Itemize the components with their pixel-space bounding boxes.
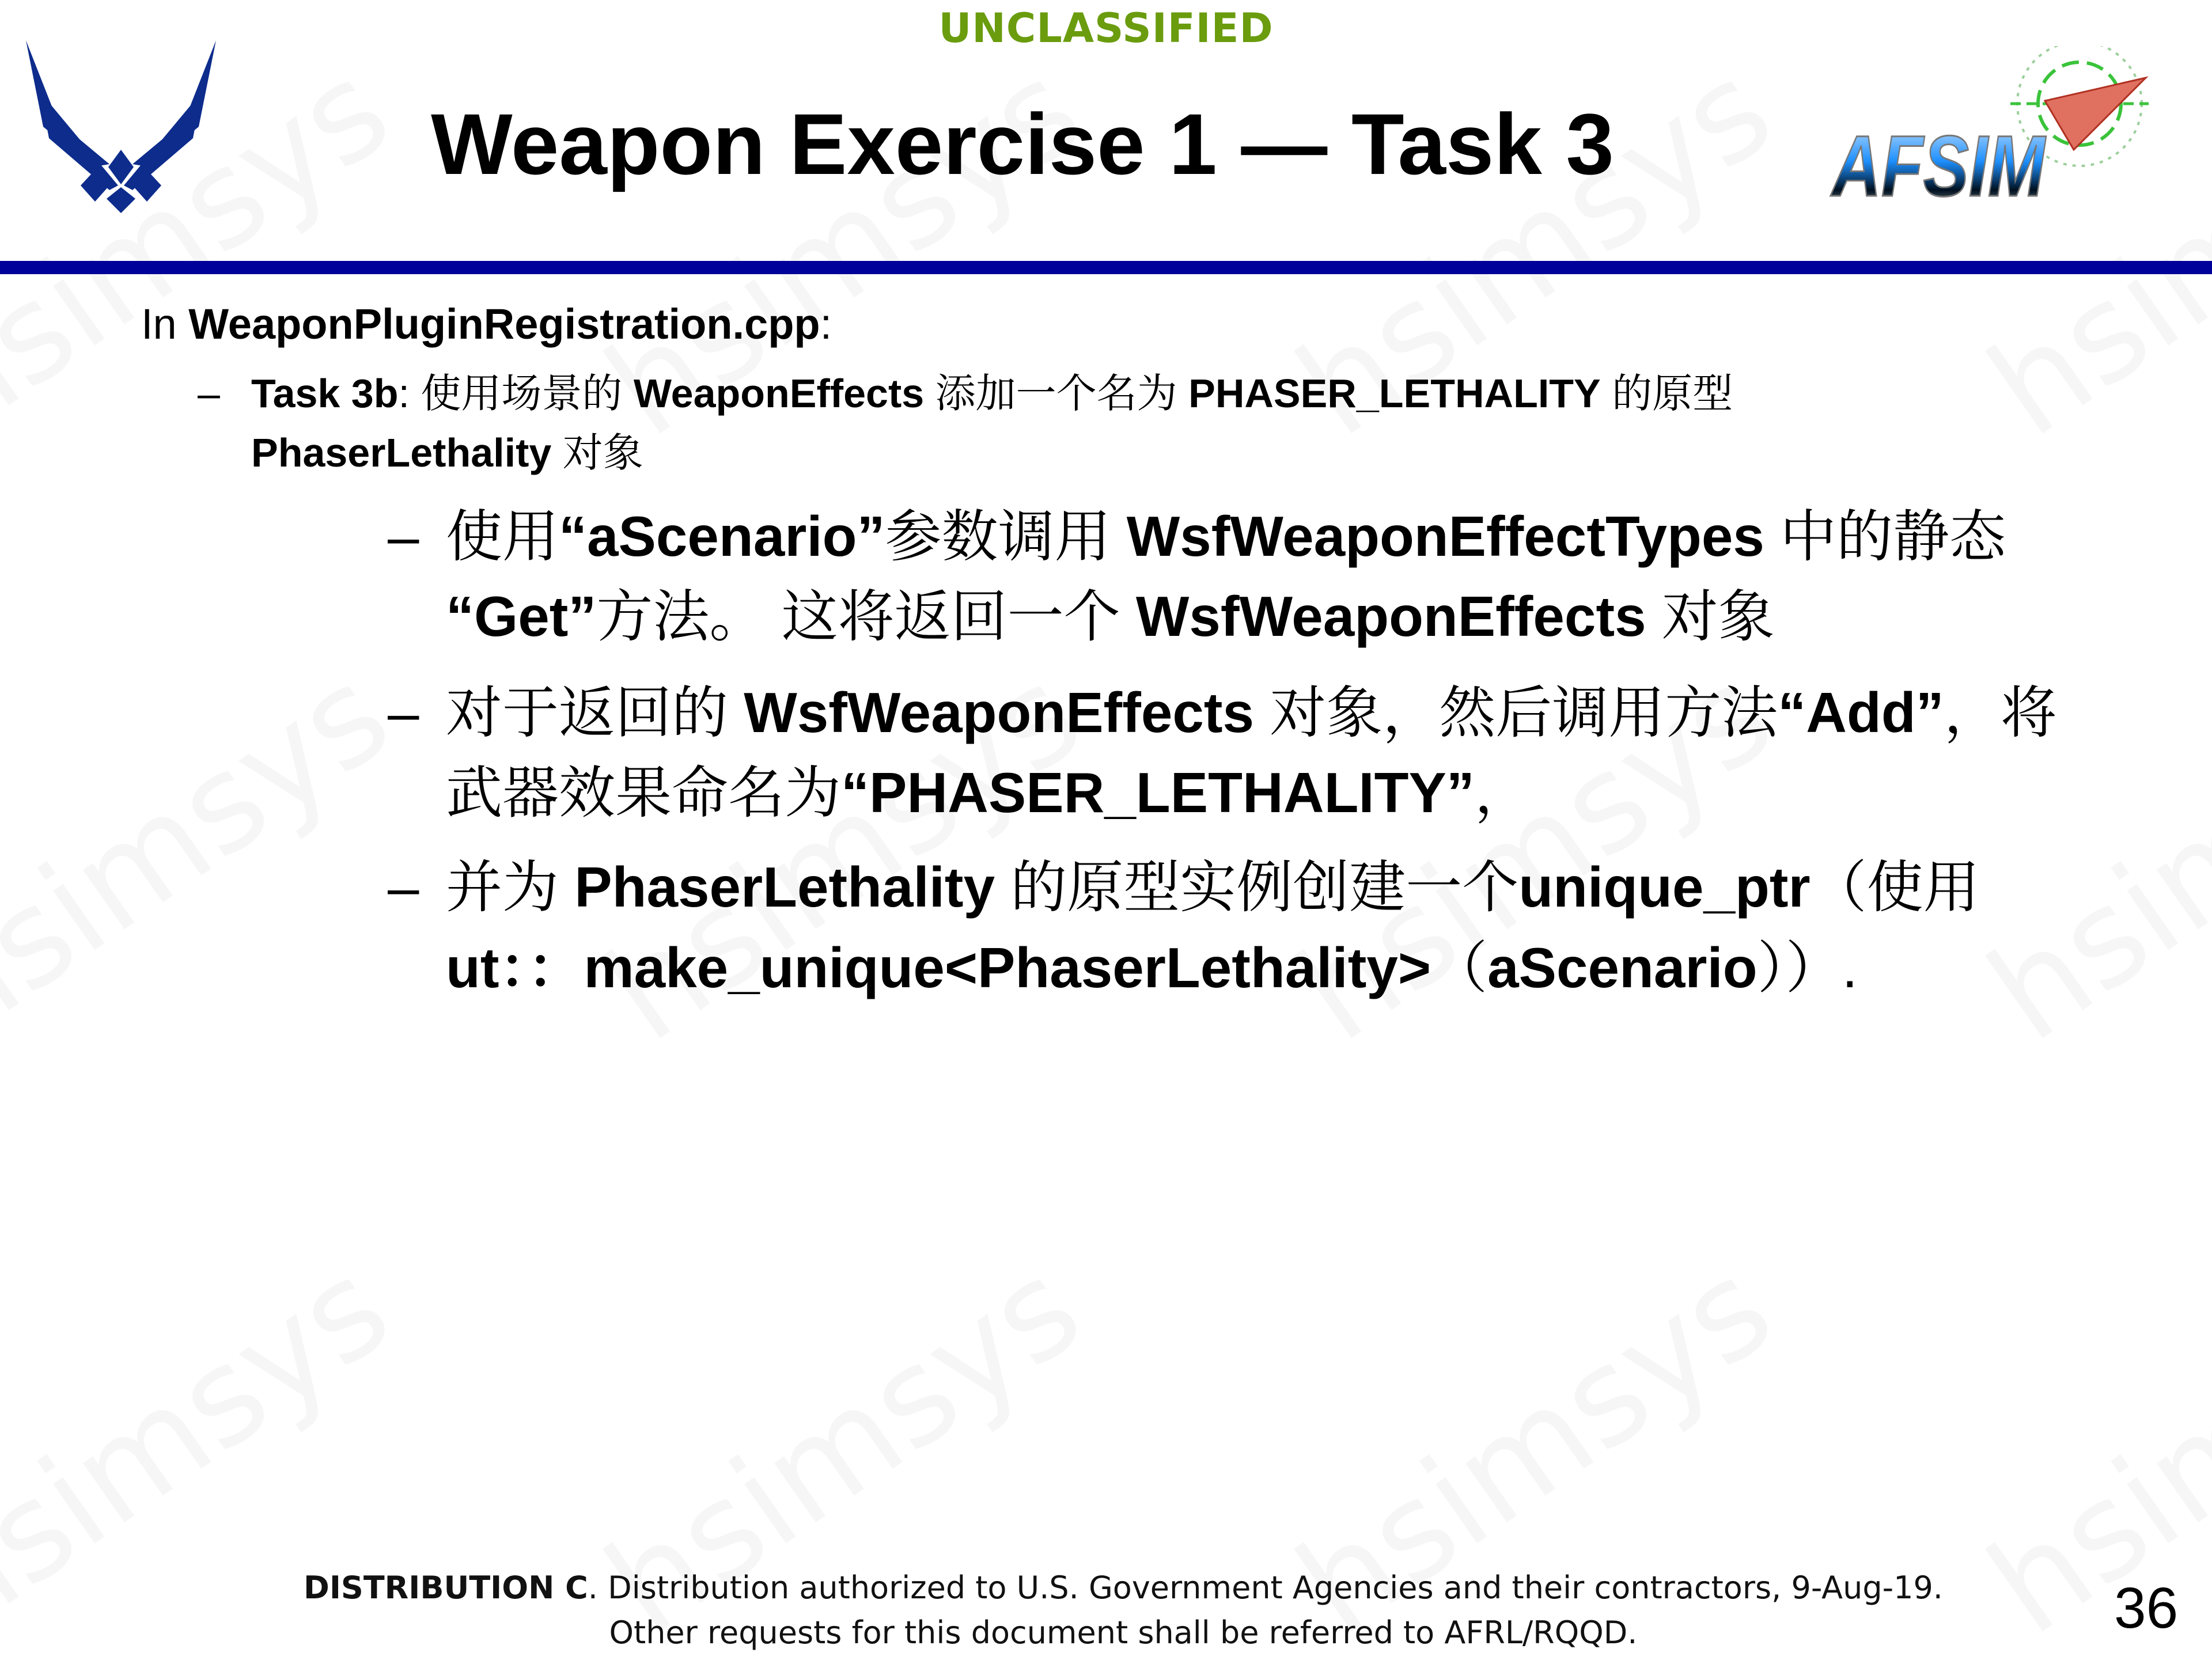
svg-text:AFSIM: AFSIM [1830,117,2047,213]
distribution-statement [0,1566,2212,1655]
text-segment: 的原型 [1600,371,1733,416]
bold-text-segment: WsfWeaponEffects [1135,585,1646,648]
bold-text-segment: “PHASER_LETHALITY” [841,761,1475,824]
bold-text-segment: “Add” [1778,681,1944,744]
bullet-2-line-1 [446,678,2057,747]
bullet-3-line-2 [446,933,1858,1002]
bullet-1-line-2 [446,582,1775,651]
text-segment: 武器效果命名为 [446,761,842,824]
text-segment: （使用 [1810,855,1980,919]
text-segment: 使用 [446,505,559,568]
header-divider [0,261,2212,274]
text-segment: 并为 [446,855,575,919]
bold-text-segment: “Get” [446,585,597,648]
text-segment: 中的静态 [1764,505,2006,568]
bold-text-segment: ut：：make_unique<PhaserLethality> [446,936,1431,999]
bullet-1-line-1 [446,502,2006,571]
text-segment: 的原型实例创建一个 [995,855,1519,919]
text-segment: 对象 [551,430,643,475]
task-3b-line-2 [251,427,643,479]
bold-text-segment: unique_ptr [1518,855,1810,919]
text-segment: : 使用场景的 [398,371,634,416]
task-3b-line-1 [251,367,1733,419]
bullet-3-line-1 [446,852,1980,922]
distribution-line-2: Other requests for this document shall be referred to AFRL/RQQD. [609,1614,1638,1651]
bold-text-segment: aScenario [1487,936,1758,999]
text-segment: （ [1431,936,1488,999]
text-segment: ））. [1757,936,1858,999]
page-number: 36 [2114,1576,2179,1640]
distribution-line-1 [0,1566,2212,1610]
bullet-dash: – [388,505,419,568]
classification-banner: UNCLASSIFIED [938,5,1274,52]
bold-text-segment: PhaserLethality [574,855,995,919]
intro-line [141,298,832,350]
bullet-2-line-2 [446,758,1531,827]
text-segment: 方法。 这将返回一个 [596,585,1136,648]
bold-text-segment: “aScenario” [559,505,885,568]
bold-text-segment: WeaponEffects [633,371,925,416]
bold-text-segment: WsfWeaponEffectTypes [1126,505,1764,568]
bold-text-segment: WeaponPluginRegistration.cpp [188,300,820,348]
text-segment: : [820,300,832,348]
watermark [0,638,416,1071]
slide-title: Weapon Exercise 1 — Task 3 [431,96,1614,192]
text-segment: 对象 [1646,585,1775,648]
text-segment: 对于返回的 [446,681,744,744]
bold-text-segment: PHASER_LETHALITY [1188,371,1601,416]
bullet-dash: – [388,681,419,744]
bold-text-segment: Task 3b [251,371,399,416]
text-segment: ，将 [1944,681,2057,744]
bullet-dash: – [198,371,220,416]
text-segment: 对象，然后调用方法 [1253,681,1778,744]
bullet-dash: – [388,855,419,919]
distribution-label: DISTRIBUTION C [304,1570,588,1606]
afsim-logo [1826,46,2172,213]
text-segment: 添加一个名为 [924,371,1189,416]
text-segment: 参数调用 [885,505,1127,568]
bold-text-segment: PhaserLethality [251,430,552,475]
text-segment: In [141,300,189,348]
distribution-text: . Distribution authorized to U.S. Government Agencies and their contractors, 9-Aug-19. [588,1570,1943,1606]
bold-text-segment: WsfWeaponEffects [744,681,1254,744]
text-segment: ， [1474,761,1531,824]
